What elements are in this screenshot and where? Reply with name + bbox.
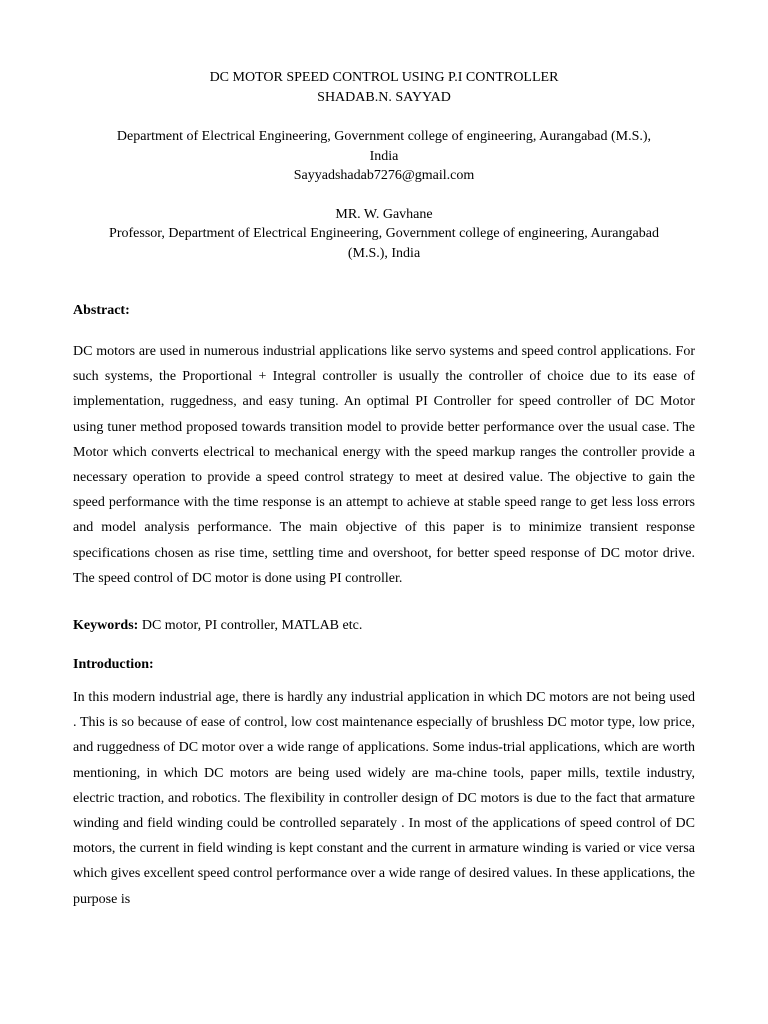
affiliation-line: Department of Electrical Engineering, Government college of engineering, Aurangabad (M.S.), bbox=[116, 129, 652, 144]
second-affiliation-line: (M.S.), India bbox=[347, 245, 421, 261]
abstract-heading: Abstract: bbox=[73, 303, 130, 318]
author-name: SHADAB.N. SAYYAD bbox=[317, 89, 451, 105]
keywords-line bbox=[73, 616, 695, 636]
keywords-text: DC motor, PI controller, MATLAB etc. bbox=[138, 618, 363, 634]
author-email: Sayyadshadab7276@gmail.com bbox=[293, 168, 475, 183]
second-affiliation-line: Professor, Department of Electrical Engineering, Government college of engineering, Aurangabad bbox=[109, 226, 659, 241]
second-author-name: MR. W. Gavhane bbox=[335, 206, 433, 222]
introduction-text: In this modern industrial age, there is hardly any industrial application in which DC motors are not being used . This is so because of ease of control, low cost maintenance especially of brushless DC motor type, low price, and ruggedness of DC motor over a wide range of applications. Some indus-trial applications, which are worth mentioning, in which DC motors are being used widely are ma-chine tools, paper mills, textile industry, electric traction, and robotics. The flexibility in controller design of DC motors is due to the fact that armature winding and field winding could be controlled separately . In most of the applications of speed control of DC motors, the current in field winding is kept constant and the current in armature winding is varied or vice versa which gives excellent speed control performance over a wide range of desired values. In these applications, the purpose is bbox=[73, 690, 695, 907]
abstract-text: DC motors are used in numerous industrial applications like servo systems and speed control applications. For such systems, the Proportional + Integral controller is usually the controller of choice due to its ease of implementation, ruggedness, and easy tuning. An optimal PI Controller for speed controller of DC Motor using tuner method proposed towards transition model to provide better performance over the usual case. The Motor which converts electrical to mechanical energy with the speed markup ranges the controller provide a necessary operation to provide a speed control strategy to meet at desired value. The objective to gain the speed performance with the time response is an attempt to achieve at stable speed range to get less loss errors and model analysis performance. The main objective of this paper is to minimize transient response specifications chosen as rise time, settling time and overshoot, for better speed response of DC motor drive. The speed control of DC motor is done using PI controller. bbox=[73, 344, 695, 586]
second-author-block bbox=[73, 205, 695, 264]
keywords-label: Keywords: bbox=[73, 618, 139, 634]
affiliation-line: India bbox=[369, 148, 399, 164]
paper-title: DC MOTOR SPEED CONTROL USING P.I CONTROLLER bbox=[209, 70, 559, 85]
author-affiliation-block bbox=[73, 127, 695, 186]
title-block bbox=[73, 68, 695, 107]
paper-page bbox=[73, 68, 695, 912]
introduction-heading: Introduction: bbox=[73, 657, 154, 673]
